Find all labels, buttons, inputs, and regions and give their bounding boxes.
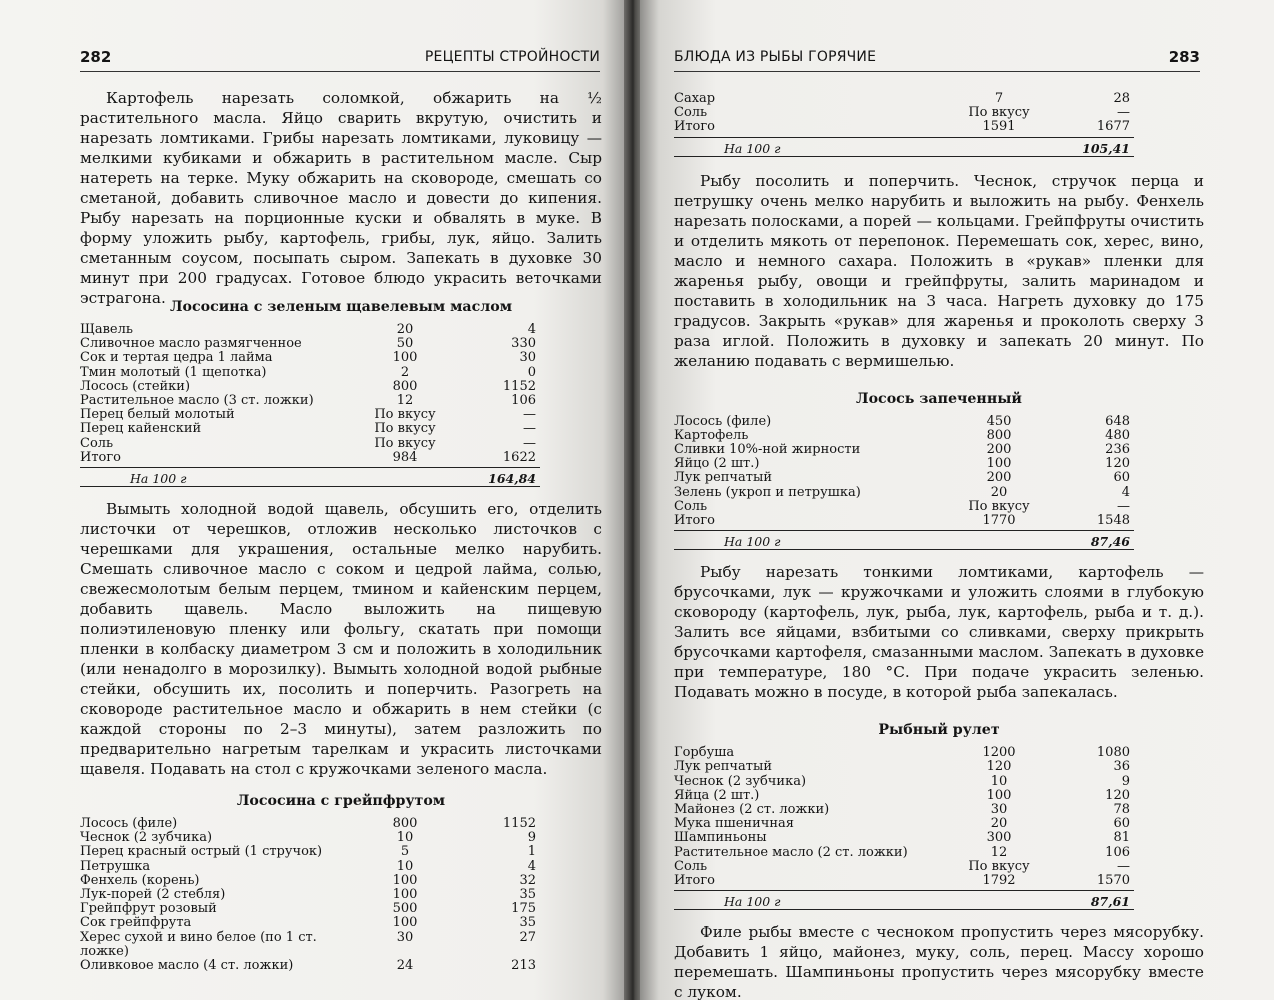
calories-value: 60 — [1113, 816, 1130, 832]
ingredient-name: Грейпфрут розовый — [80, 901, 217, 917]
recipe-instructions: Рыбу нарезать тонкими ломтиками, картофель — брусочками, лук — кружочками и уложить слоями в глубокую сковороду (картофель, лук, рыба, лук, картофель, рыба и т. д.). Залить все яйцами, взбитыми со сливками, сверху прикрыть брусочками картофеля, смазанными маслом. Запекать в духовке при температуре, 180 °С. При подаче украсить зеленью. Подавать можно в посуде, в которой рыба запекалась. — [674, 563, 1204, 702]
weight-grams: 20 — [396, 322, 414, 337]
ingredient-name: Мука пшеничная — [674, 816, 794, 832]
per-100g-row — [674, 137, 1134, 157]
left-page-header — [80, 48, 600, 72]
calories-value: 78 — [1113, 802, 1130, 818]
intro-paragraph: Картофель нарезать соломкой, обжарить на ½ растительного масла. Яйцо сварить вкрутую, очистить и нарезать ломтиками. Грибы нарезать ломтиками, луковицу — мелкими кубиками и обжарить в растительном масле. Сыр натереть на терке. Муку обжарить на сковороде, смешать со сметаной, добавить сливочное масло и довести до кипения. Рыбу нарезать на порционные куски и обвалять в муке. В форму уложить рыбу, картофель, грибы, лук, яйцо. Залить сметанным соусом, посыпать сыром. Запекать в духовке 30 минут при 200 градусах. Готовое блюдо украсить веточками эстрагона. — [80, 89, 602, 307]
calories-value: 480 — [1105, 427, 1130, 443]
weight-grams: По вкусу — [374, 435, 436, 451]
calories-value: 1 — [527, 844, 536, 860]
calories-value: 27 — [519, 929, 536, 945]
ingredient-name: Яйца (2 шт.) — [674, 787, 760, 803]
weight-grams: 1591 — [982, 119, 1016, 135]
right-page-header — [674, 48, 1200, 72]
calories-value: 35 — [519, 915, 536, 931]
per-100g-value: 87,46 — [1090, 534, 1130, 550]
weight-grams: 10 — [990, 773, 1008, 789]
weight-grams: 100 — [986, 787, 1012, 803]
ingredient-name: Сливки 10%-ной жирности — [674, 442, 861, 458]
calories-value: 1622 — [502, 449, 536, 465]
calories-value: 1152 — [502, 816, 536, 832]
weight-grams: 10 — [396, 858, 414, 874]
ingredient-row — [80, 902, 540, 916]
ingredient-name: Шампиньоны — [674, 830, 767, 846]
ingredient-row — [674, 775, 1134, 789]
calories-value: 330 — [511, 336, 536, 352]
weight-grams: 20 — [990, 484, 1008, 500]
page-number: 283 — [1168, 48, 1200, 66]
ingredient-name: Сахар — [674, 91, 716, 106]
calories-value: 28 — [1113, 91, 1130, 106]
ingredient-table — [674, 746, 1134, 890]
calories-value: 213 — [511, 958, 536, 974]
ingredient-row — [674, 874, 1134, 890]
left-page-body — [80, 88, 602, 973]
ingredient-row — [674, 429, 1134, 443]
weight-grams: 2 — [400, 364, 410, 380]
weight-grams: По вкусу — [374, 421, 436, 437]
ingredient-row — [674, 746, 1134, 760]
ingredient-row — [674, 486, 1134, 500]
weight-grams: По вкусу — [968, 498, 1030, 514]
ingredient-name: Лосось (филе) — [674, 413, 772, 429]
calories-value: 648 — [1105, 413, 1130, 429]
ingredient-name: Перец кайенский — [80, 421, 202, 437]
ingredient-row — [674, 443, 1134, 457]
page-number: 282 — [80, 48, 112, 66]
ingredient-name: Итого — [674, 119, 715, 135]
weight-grams: По вкусу — [968, 105, 1030, 121]
ingredient-row — [674, 817, 1134, 831]
weight-grams: 800 — [392, 378, 418, 394]
ingredient-row — [80, 323, 540, 337]
weight-grams: 100 — [392, 887, 418, 903]
weight-grams: 100 — [392, 915, 418, 931]
per-100g-row — [674, 890, 1134, 910]
ingredient-row — [80, 437, 540, 451]
ingredient-name: Картофель — [674, 427, 749, 443]
recipe-title: Лососина с зеленым щавелевым маслом — [169, 299, 513, 315]
calories-value: 9 — [527, 830, 536, 846]
ingredient-row — [80, 451, 540, 467]
calories-value: 36 — [1113, 759, 1130, 775]
ingredient-name: Соль — [674, 858, 708, 874]
ingredient-name: Итого — [674, 873, 715, 889]
calories-value: 81 — [1113, 830, 1130, 846]
weight-grams: 50 — [396, 336, 414, 352]
ingredient-name: Щавель — [80, 322, 133, 337]
calories-value: 1677 — [1096, 119, 1130, 135]
calories-value: 1548 — [1096, 513, 1130, 529]
recipe-title: Лосось запеченный — [856, 390, 1022, 407]
ingredient-name: Зелень (укроп и петрушка) — [674, 484, 861, 500]
ingredient-name: Яйцо (2 шт.) — [674, 456, 760, 472]
weight-grams: 1792 — [982, 873, 1016, 889]
ingredient-row — [80, 874, 540, 888]
ingredient-row — [80, 380, 540, 394]
ingredient-name: Лосось (стейки) — [80, 378, 191, 394]
per-100g-row — [80, 467, 540, 487]
ingredient-row — [80, 422, 540, 436]
ingredient-name: Тмин молотый (1 щепотка) — [80, 364, 267, 380]
calories-value: 30 — [519, 350, 536, 366]
calories-value: — — [1117, 858, 1130, 874]
ingredient-row — [674, 471, 1134, 485]
weight-grams: 24 — [396, 958, 414, 974]
ingredient-row — [80, 817, 540, 831]
ingredient-row — [80, 831, 540, 845]
ingredient-table-continued — [674, 92, 1134, 137]
calories-value: 9 — [1121, 773, 1130, 789]
ingredient-row — [80, 394, 540, 408]
weight-grams: 800 — [392, 816, 418, 832]
recipe-instructions: Филе рыбы вместе с чесноком пропустить через мясорубку. Добавить 1 яйцо, майонез, муку, соль, перец. Массу хорошо перемешать. Шампиньоны пропустить через мясорубку вместе с луком. — [674, 923, 1204, 1000]
calories-value: 1080 — [1096, 745, 1130, 761]
ingredient-row — [80, 351, 540, 365]
weight-grams: 120 — [986, 759, 1012, 775]
calories-value: — — [1117, 498, 1130, 514]
ingredient-name: Фенхель (корень) — [80, 872, 200, 888]
weight-grams: 800 — [986, 427, 1012, 443]
right-page — [640, 0, 1274, 1000]
ingredient-row — [674, 760, 1134, 774]
ingredient-name: Перец красный острый (1 стручок) — [80, 844, 323, 860]
calories-value: 175 — [511, 901, 536, 917]
weight-grams: 450 — [986, 413, 1012, 429]
ingredient-name: Херес сухой и вино белое (по 1 ст. ложке) — [80, 929, 317, 959]
ingredient-row — [80, 959, 540, 973]
ingredient-row — [674, 846, 1134, 860]
ingredient-row — [80, 860, 540, 874]
calories-value: — — [523, 421, 536, 437]
ingredient-row — [674, 415, 1134, 429]
ingredient-name: Чеснок (2 зубчика) — [674, 773, 807, 789]
recipe-title: Лососина с грейпфрутом — [236, 793, 446, 810]
calories-value: 106 — [511, 393, 536, 409]
ingredient-row — [674, 500, 1134, 514]
calories-value: 60 — [1113, 470, 1130, 486]
running-head: БЛЮДА ИЗ РЫБЫ ГОРЯЧИЕ — [674, 49, 877, 65]
weight-grams: 20 — [990, 816, 1008, 832]
per-100g-value: 87,61 — [1090, 894, 1130, 910]
ingredient-name: Горбуша — [674, 745, 735, 761]
calories-value: — — [523, 407, 536, 423]
running-head: РЕЦЕПТЫ СТРОЙНОСТИ — [424, 49, 600, 65]
recipe-title: Рыбный рулет — [878, 722, 1000, 739]
ingredient-row — [80, 845, 540, 859]
ingredient-row — [674, 789, 1134, 803]
ingredient-table — [80, 323, 540, 467]
ingredient-row — [674, 514, 1134, 530]
weight-grams: 100 — [986, 456, 1012, 472]
weight-grams: По вкусу — [374, 407, 436, 423]
weight-grams: 30 — [396, 929, 414, 945]
weight-grams: 5 — [400, 844, 410, 860]
ingredient-name: Лосось (филе) — [80, 816, 178, 832]
weight-grams: 30 — [990, 802, 1008, 818]
ingredient-name: Итого — [80, 449, 121, 465]
per-100g-label: На 100 г — [724, 140, 781, 156]
weight-grams: 7 — [994, 91, 1004, 106]
ingredient-name: Чеснок (2 зубчика) — [80, 830, 213, 846]
ingredient-row — [674, 860, 1134, 874]
weight-grams: По вкусу — [968, 858, 1030, 874]
recipe-instructions: Вымыть холодной водой щавель, обсушить его, отделить листочки от черешков, отложив несколько листочков с черешками для украшения, остальные мелко нарубить. Смешать сливочное масло с соком и цедрой лайма, солью, свежесмолотым белым перцем, тмином и кайенским перцем, добавить щавель. Масло выложить на пищевую полиэтиленовую пленку или фольгу, скатать при помощи пленки в колбаску диаметром 3 см и положить в холодильник (или ненадолго в морозилку). Вымыть холодной водой рыбные стейки, обсушить их, посолить и поперчить. Разогреть на сковороде растительное масло и обжарить в нем стейки (с каждой стороны по 2–3 минуты), затем разложить по предварительно нагретым тарелкам и украсить листочками щавеля. Подавать на стол с кружочками зеленого масла. — [80, 500, 602, 779]
weight-grams: 200 — [986, 442, 1012, 458]
recipe-instructions: Рыбу посолить и поперчить. Чеснок, стручок перца и петрушку очень мелко нарубить и выложить на рыбу. Фенхель нарезать полосками, а порей — кольцами. Грейпфруты очистить и отделить мякоть от перепонок. Перемешать сок, херес, вино, масло и немного сахара. Положить в «рукав» пленки для жаренья рыбу, овощи и грейпфруты, залить маринадом и поставить в холодильник на 3 часа. Нагреть духовку до 175 градусов. Закрыть «рукав» для жаренья и проколоть сверху 3 раза иглой. Положить в духовку и запекать 20 минут. По желанию подавать с вермишелью. — [674, 171, 1204, 370]
ingredient-name: Лук репчатый — [674, 759, 772, 775]
per-100g-value: 105,41 — [1082, 140, 1130, 156]
right-page-body — [674, 92, 1204, 1000]
left-page — [0, 0, 628, 1000]
ingredient-name: Перец белый молотый — [80, 407, 235, 423]
ingredient-row — [674, 803, 1134, 817]
weight-grams: 300 — [986, 830, 1012, 846]
calories-value: 4 — [527, 858, 536, 874]
calories-value: 120 — [1105, 456, 1130, 472]
calories-value: 32 — [519, 872, 536, 888]
per-100g-label: На 100 г — [130, 471, 187, 487]
ingredient-name: Соль — [674, 105, 708, 121]
weight-grams: 1200 — [982, 745, 1016, 761]
ingredient-name: Сок грейпфрута — [80, 915, 192, 931]
ingredient-row — [674, 106, 1134, 120]
per-100g-row — [674, 530, 1134, 550]
calories-value: 106 — [1105, 844, 1130, 860]
ingredient-row — [80, 366, 540, 380]
weight-grams: 12 — [990, 844, 1008, 860]
ingredient-name: Соль — [674, 498, 708, 514]
calories-value: 236 — [1105, 442, 1130, 458]
per-100g-label: На 100 г — [724, 894, 781, 910]
ingredient-name: Майонез (2 ст. ложки) — [674, 802, 830, 818]
calories-value: 4 — [1121, 484, 1130, 500]
per-100g-label: На 100 г — [724, 534, 781, 550]
ingredient-name: Растительное масло (2 ст. ложки) — [674, 844, 908, 860]
ingredient-row — [674, 120, 1134, 136]
ingredient-name: Растительное масло (3 ст. ложки) — [80, 393, 314, 409]
weight-grams: 100 — [392, 872, 418, 888]
ingredient-table — [674, 415, 1134, 531]
weight-grams: 1770 — [982, 513, 1016, 529]
ingredient-name: Лук репчатый — [674, 470, 772, 486]
ingredient-row — [80, 916, 540, 930]
ingredient-row — [80, 931, 540, 959]
ingredient-row — [674, 831, 1134, 845]
calories-value: 4 — [527, 322, 536, 337]
ingredient-name: Сливочное масло размягченное — [80, 336, 302, 352]
weight-grams: 10 — [396, 830, 414, 846]
calories-value: — — [523, 435, 536, 451]
ingredient-name: Итого — [674, 513, 715, 529]
ingredient-name: Петрушка — [80, 858, 151, 874]
weight-grams: 500 — [392, 901, 418, 917]
calories-value: 1570 — [1096, 873, 1130, 889]
weight-grams: 200 — [986, 470, 1012, 486]
ingredient-row — [80, 337, 540, 351]
ingredient-row — [674, 457, 1134, 471]
ingredient-name: Оливковое масло (4 ст. ложки) — [80, 958, 294, 974]
per-100g-value: 164,84 — [488, 471, 536, 487]
ingredient-name: Соль — [80, 435, 114, 451]
ingredient-row — [80, 888, 540, 902]
ingredient-name: Лук-порей (2 стебля) — [80, 887, 226, 903]
ingredient-name: Сок и тертая цедра 1 лайма — [80, 350, 273, 366]
weight-grams: 984 — [392, 449, 418, 465]
calories-value: 1152 — [502, 378, 536, 394]
weight-grams: 12 — [396, 393, 414, 409]
calories-value: 0 — [527, 364, 536, 380]
ingredient-row — [674, 92, 1134, 106]
ingredient-row — [80, 408, 540, 422]
calories-value: 120 — [1105, 787, 1130, 803]
weight-grams: 100 — [392, 350, 418, 366]
calories-value: — — [1117, 105, 1130, 121]
calories-value: 35 — [519, 887, 536, 903]
ingredient-table — [80, 817, 540, 973]
